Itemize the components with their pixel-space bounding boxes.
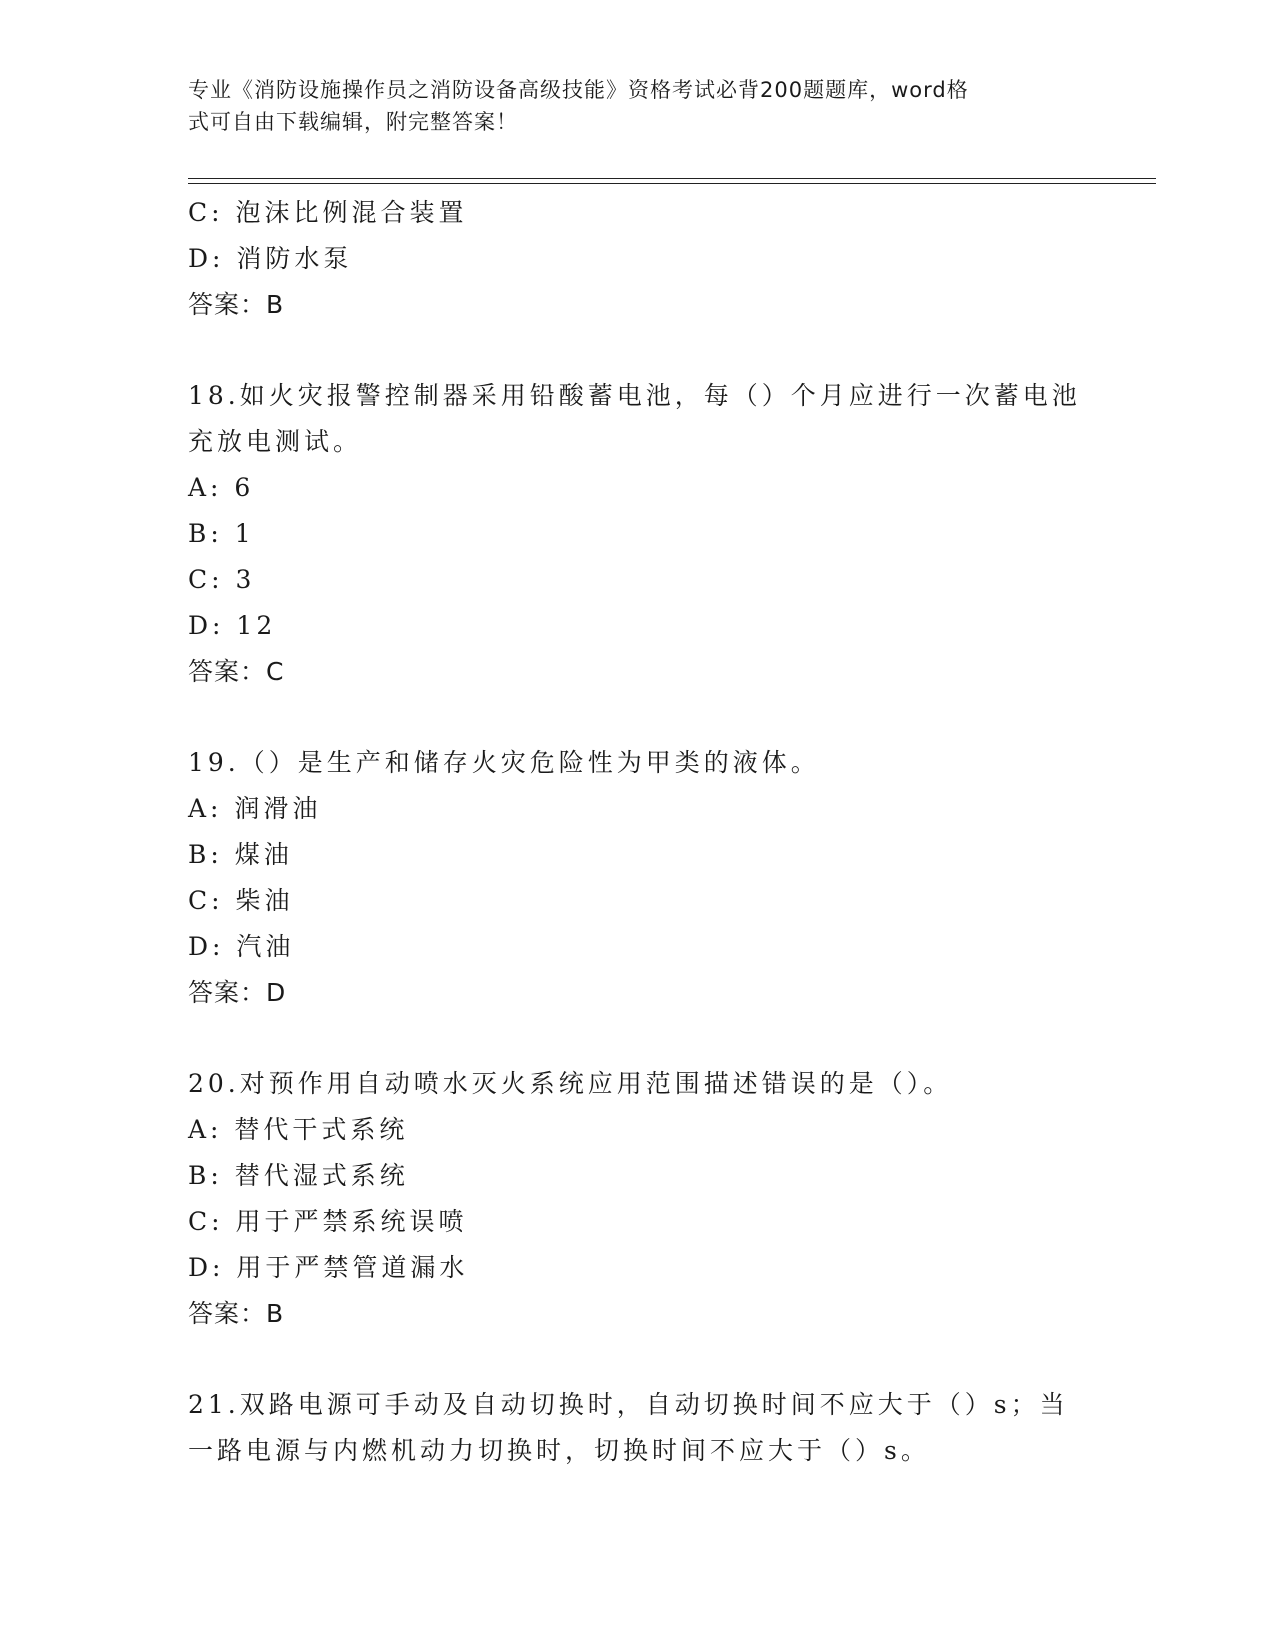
option-d: D: 12 bbox=[188, 611, 277, 640]
option-d: D: 消防水泵 bbox=[188, 244, 353, 273]
option-a: A: 替代干式系统 bbox=[188, 1115, 409, 1144]
option-c: C: 柴油 bbox=[188, 886, 294, 915]
option-d: D: 汽油 bbox=[188, 932, 295, 961]
option-c: C: 用于严禁系统误喷 bbox=[188, 1207, 468, 1236]
answer-label: 答案：B bbox=[188, 1299, 285, 1328]
question-18 bbox=[188, 373, 1088, 695]
question-stem: 19.（）是生产和储存火灾危险性为甲类的液体。 bbox=[188, 748, 820, 777]
option-b: B: 1 bbox=[188, 519, 255, 548]
option-d: D: 用于严禁管道漏水 bbox=[188, 1253, 469, 1282]
option-b: B: 煤油 bbox=[188, 840, 293, 869]
option-c: C: 3 bbox=[188, 565, 256, 594]
header-line-2: 式可自由下载编辑，附完整答案！ bbox=[188, 110, 518, 134]
answer-label: 答案：C bbox=[188, 657, 285, 686]
question-20 bbox=[188, 1061, 1088, 1337]
header-divider-bottom bbox=[188, 183, 1156, 184]
header-divider-top bbox=[188, 178, 1156, 179]
question-stem: 20.对预作用自动喷水灭火系统应用范围描述错误的是（）。 bbox=[188, 1069, 953, 1098]
question-19 bbox=[188, 740, 1088, 1016]
option-a: A: 润滑油 bbox=[188, 794, 322, 823]
previous-question-tail bbox=[188, 190, 1088, 328]
question-21 bbox=[188, 1382, 1088, 1474]
question-stem: 21.双路电源可手动及自动切换时，自动切换时间不应大于（）s；当 bbox=[188, 1390, 1069, 1419]
option-b: B: 替代湿式系统 bbox=[188, 1161, 409, 1190]
question-list bbox=[188, 190, 1088, 1474]
question-stem: 18.如火灾报警控制器采用铅酸蓄电池，每（）个月应进行一次蓄电池 bbox=[188, 381, 1081, 410]
document-header bbox=[188, 74, 1068, 138]
answer-label: 答案：B bbox=[188, 290, 285, 319]
header-line-1: 专业《消防设施操作员之消防设备高级技能》资格考试必背200题题库，word格 bbox=[188, 78, 969, 102]
question-stem: 充放电测试。 bbox=[188, 427, 363, 456]
option-a: A: 6 bbox=[188, 473, 255, 502]
question-stem: 一路电源与内燃机动力切换时，切换时间不应大于（）s。 bbox=[188, 1436, 930, 1465]
answer-label: 答案：D bbox=[188, 978, 287, 1007]
option-c: C: 泡沫比例混合装置 bbox=[188, 198, 468, 227]
